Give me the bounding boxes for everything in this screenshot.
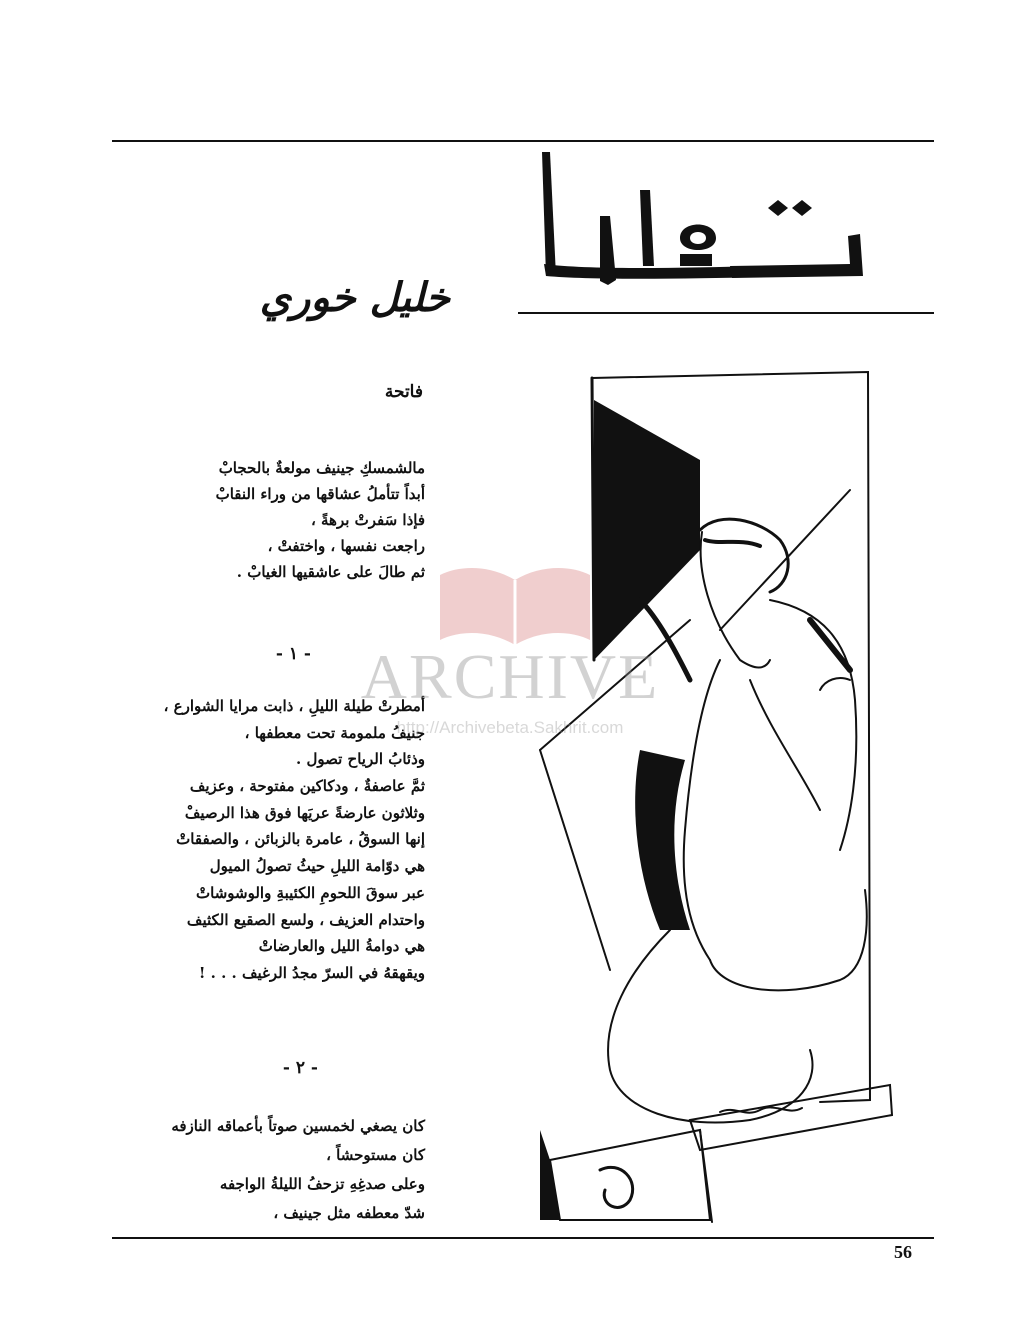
section-1-stanza xyxy=(105,693,425,987)
poem-line: أبداً تتأملُ عشاقها من وراء النقابْ xyxy=(215,485,425,503)
poem-title-lettering xyxy=(530,150,880,305)
intro-heading: فاتحة xyxy=(384,382,423,402)
poem-line: هي دوّامة الليلِ حيثُ تصولُ الميول xyxy=(209,857,425,876)
poem-line: جنيفُ ملمومة تحت معطفها ، xyxy=(244,723,425,742)
author-name: خليل خوري xyxy=(259,274,450,321)
bottom-rule xyxy=(112,1237,934,1239)
poem-line: هي دوامةُ الليل والعارضاتْ xyxy=(258,937,425,956)
poem-line: ويقهقهُ في السرّ مجدُ الرغيف . . . ! xyxy=(198,963,425,982)
title-underline-rule xyxy=(518,312,934,314)
section-2-number: - ٢ - xyxy=(282,1058,318,1078)
poem-line: مالشمسكِ جينيف مولعةٌ بالحجابْ xyxy=(218,459,425,477)
poem-line: إنها السوقُ ، عامرة بالزبائن ، والصفقاتْ xyxy=(176,830,425,849)
poem-title-calligraphy xyxy=(530,150,880,305)
poem-line: راجعت نفسها ، واختفتْ ، xyxy=(267,537,425,555)
poem-line: شدّ معطفه مثل جينيف ، xyxy=(273,1204,425,1222)
section-2-stanza xyxy=(105,1112,425,1228)
page-number: 56 xyxy=(894,1242,912,1262)
poem-line: فإذا سَفرتْ برهةً ، xyxy=(310,511,425,529)
top-rule xyxy=(112,140,934,142)
poem-line: ثمَّ عاصفةٌ ، ودكاكين مفتوحة ، وعزيف xyxy=(189,777,425,796)
poem-line: وذئابُ الرياح تصول . xyxy=(296,750,425,769)
poem-line: وعلى صدغِهِ تزحفُ الليلةُ الواجفه xyxy=(219,1175,425,1193)
poem-line: كان مستوحشاً ، xyxy=(326,1146,425,1164)
watermark-url: http://Archivebeta.Sakhrit.com xyxy=(396,718,624,737)
poem-line: عبر سوقَ اللحومِ الكئيبةِ والوشوشاتْ xyxy=(196,883,425,902)
poem-line: كان يصغي لخمسين صوتاً بأعماقه النازفه xyxy=(171,1117,425,1135)
watermark-word: ARCHIVE xyxy=(360,641,660,712)
seated-woman-illustration xyxy=(520,370,910,1230)
section-1-number: - ١ - xyxy=(275,644,311,664)
poem-line: ثم طالَ على عاشقيها الغيابْ . xyxy=(236,563,425,581)
poem-line: واحتدام العزيف ، ولسع الصقيع الكثيف xyxy=(186,910,425,929)
intro-stanza xyxy=(105,455,425,585)
poem-line: وثلاثون عارضةً عريَها فوق هذا الرصيفْ xyxy=(184,803,425,822)
poem-line: أمطرتْ طيلة الليلِ ، ذابت مرايا الشوارع ، xyxy=(163,697,425,715)
